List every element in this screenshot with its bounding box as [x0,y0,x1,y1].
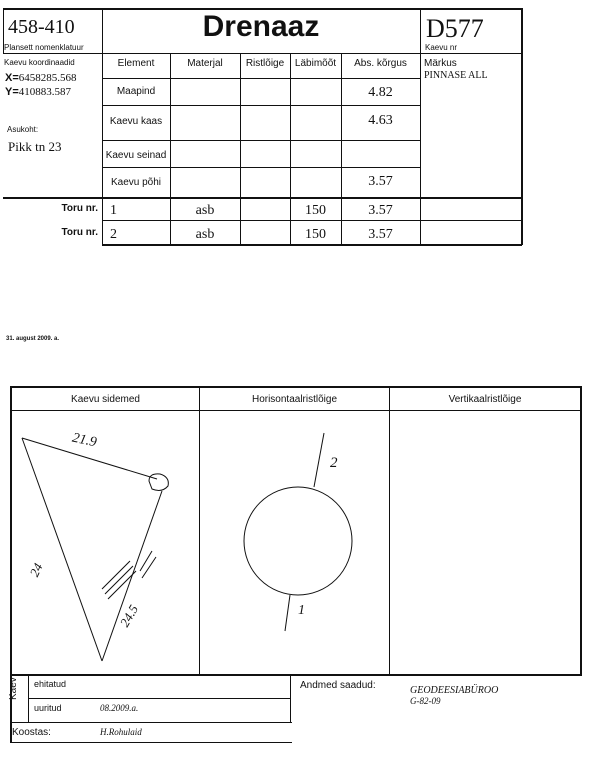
row-element: Kaevu seinad [105,150,167,161]
pipe-diameter: 150 [305,203,326,218]
location-label: Asukoht: [7,125,39,134]
surveyed-value: 08.2009.a. [100,703,139,713]
x-label: X= [5,72,19,84]
pipe-diameter: 150 [305,227,326,242]
row-height: 4.63 [368,113,393,128]
y-value: 410883.587 [18,86,72,98]
pipe-label-2: 2 [330,455,338,471]
pipe-label-1: 1 [298,603,305,618]
pipe-number: 2 [110,227,117,242]
col-title-vertical: Vertikaalristlõige [448,394,522,405]
sheet-number: 458-410 [8,16,75,38]
coords-label: Kaevu koordinaadid [4,58,75,67]
row-element: Maapind [116,86,156,97]
col-title-horizontal: Horisontaalristlõige [251,394,338,405]
sketch-line-left [22,438,102,661]
horizontal-section-drawing [200,411,389,674]
th-section: Ristlõige [245,58,285,69]
remarks-label: Märkus [424,58,457,69]
pipe-label: Toru nr. [61,203,98,214]
data-source-value: GEODEESIABÜROO [410,685,499,696]
data-source-code: G-82-09 [410,696,441,706]
x-value: 6458285.568 [18,72,77,84]
location-value: Pikk tn 23 [8,139,62,154]
sketch-dist-left: 24 [26,560,46,579]
th-element: Element [117,58,155,69]
pipe-line-2 [314,433,324,487]
well-id: D577 [426,14,484,43]
built-label: ehitatud [34,679,67,689]
row-height: 3.57 [368,174,393,189]
connections-sketch [12,411,199,674]
row-height: 4.82 [368,85,393,100]
y-label: Y= [5,86,19,98]
row-element: Kaevu kaas [109,116,163,127]
well-circle [244,487,352,595]
pipe-label: Toru nr. [61,227,98,238]
sketch-line-right [102,491,162,661]
well-caption: Kaevu nr [425,43,458,52]
pipe-height: 3.57 [368,227,393,242]
date-line: 31. august 2009. a. [6,336,60,342]
sketch-dist-right: 24.5 [116,602,142,630]
side-label-kaev: Kaev [8,677,19,700]
remarks-value: PINNASE ALL [424,70,488,81]
sheet-caption: Plansett nomenklatuur [4,43,84,52]
row-element: Kaevu põhi [110,177,162,188]
pipe-line-1 [285,595,290,631]
x-coordinate [5,72,77,84]
sketch-hatch-2 [140,551,156,578]
th-diameter: Läbimõõt [294,58,337,69]
pipe-material: asb [195,203,215,218]
compiled-label: Koostas: [12,727,51,738]
sketch-dist-top: 21.9 [70,430,98,451]
col-title-connections: Kaevu sidemed [71,394,140,405]
compiled-value: H.Rohulaid [100,727,142,737]
sketch-well-symbol [149,474,168,491]
th-material: Materjal [187,58,223,69]
y-coordinate [5,86,71,98]
pipe-number: 1 [110,203,117,218]
form-title: Drenaaz [202,10,320,43]
th-height: Abs. kõrgus [354,58,407,69]
pipe-height: 3.57 [368,203,393,218]
pipe-material: asb [195,227,215,242]
surveyed-label: uuritud [34,703,62,713]
data-source-label: Andmed saadud: [300,680,376,691]
